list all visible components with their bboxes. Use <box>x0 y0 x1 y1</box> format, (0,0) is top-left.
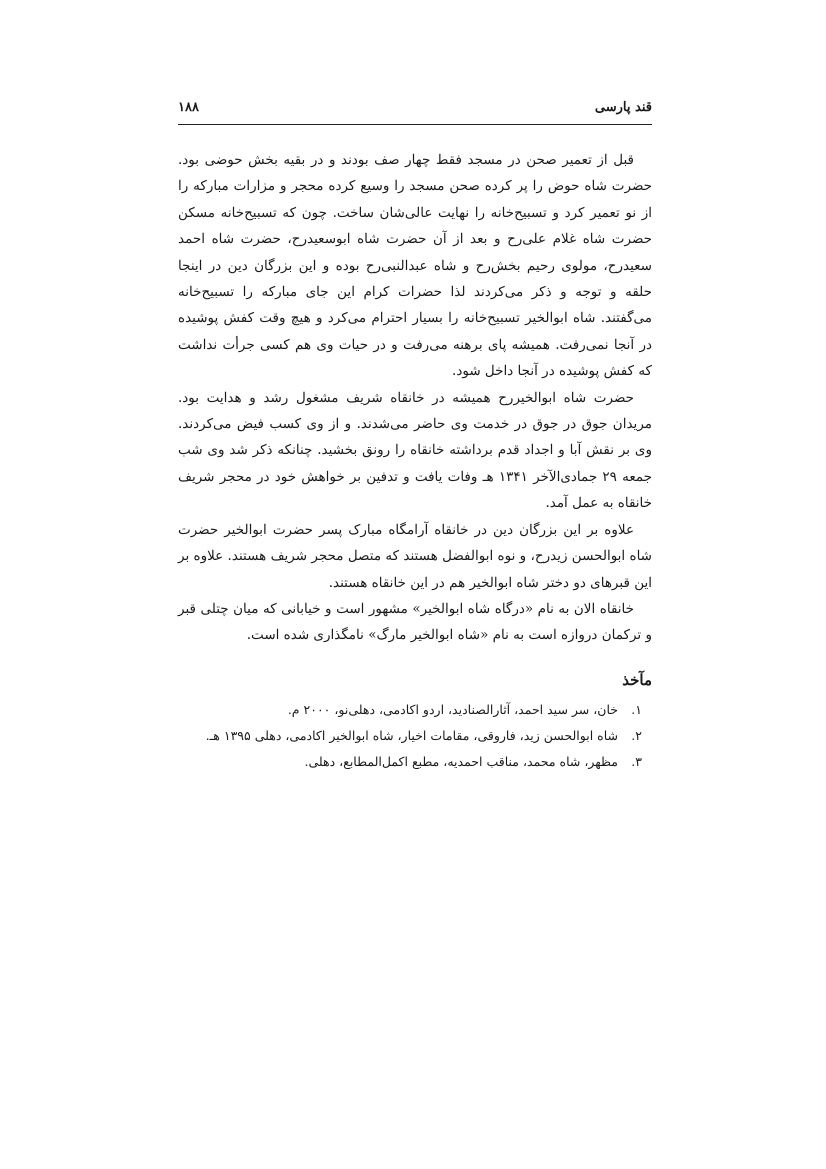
paragraph: علاوه بر این بزرگان دین در خانقاه آرامگاه مبارک پسر حضرت ابوالخیر حضرت شاه ابوالحسن زیدرح، و نوه ابوالفضل هستند که متصل محجر شریف هستند. علاوه بر این قبرهای دو دختر شاه ابوالخیر هم در این خانقاه هستند. <box>178 521 652 591</box>
page-number: ۱۸۸ <box>178 100 199 115</box>
source-number: ۳. <box>631 753 642 769</box>
source-item <box>178 749 642 775</box>
paragraph: حضرت شاه ابوالخیررح همیشه در خانقاه شریف مشغول رشد و هدایت بود. مریدان جوق در جوق در خدمت وی حاضر می‌شدند. و از وی کسب فیض می‌کردند. وی بر نقش آبا و اجداد قدم برداشته خانقاه را رونق بخشید. چنانکه ذکر شد وی شب جمعه ۲۹ جمادی‌الآخر ۱۳۴۱ هـ وفات یافت و تدفین بر خواهش خود در محجر شریف خانقاه به عمل آمد. <box>178 389 652 512</box>
source-text: خان، سر سید احمد، آثارالصنادید، اردو اکادمی، دهلی‌نو، ۲۰۰۰ م. <box>287 701 618 717</box>
source-item <box>178 697 642 723</box>
source-item <box>178 723 642 749</box>
book-page <box>178 100 652 775</box>
paragraph: خانقاه الان به نام «درگاه شاه ابوالخیر» مشهور است و خیابانی که میان چتلی قبر و ترکمان دروازه است به نام «شاه ابوالخیر مارگ» نامگذاری شده است. <box>178 600 652 644</box>
paragraph: قبل از تعمیر صحن در مسجد فقط چهار صف بودند و در بقیه بخش حوضی بود. حضرت شاه حوض را پر کرده صحن مسجد را وسیع کرده محجر و مزارات مبارکه را از نو تعمیر کرد و تسبیح‌خانه را نهایت عالی‌شان ساخت. چون که تسبیح‌خانه مسکن حضرت شاه غلام علی‌رح و بعد از آن حضرت شاه ابوسعیدرح، حضرت شاه احمد سعیدرح، مولوی رحیم بخش‌رح و شاه عبدالنبی‌رح بوده و این بزرگان دین در اینجا حلقه و توجه و ذکر می‌کردند لذا حضرات کرام این جای مبارکه را تسبیح‌خانه می‌گفتند. شاه ابوالخیر تسبیح‌خانه را بسیار احترام می‌کرد و هیچ وقت کفش پوشیده در آنجا نمی‌رفت. همیشه پای برهنه می‌رفت و در حیات وی هم کسی جرأت نداشت که کفش پوشیده در آنجا داخل شود. <box>178 152 652 380</box>
source-number: ۱. <box>631 701 642 717</box>
body-text <box>178 147 652 649</box>
running-head-title: قند پارسی <box>594 100 652 115</box>
sources-list <box>178 697 652 775</box>
sources-heading: مآخذ <box>622 670 652 689</box>
source-text: شاه ابوالحسن زید، فاروقی، مقامات اخیار، شاه ابوالخیر اکادمی، دهلی ۱۳۹۵ هـ. <box>205 727 618 743</box>
source-text: مظهر، شاه محمد، مناقب احمدیه، مطبع اکمل‌المطابع، دهلی. <box>304 753 618 769</box>
source-number: ۲. <box>631 727 642 743</box>
running-head <box>178 100 652 125</box>
